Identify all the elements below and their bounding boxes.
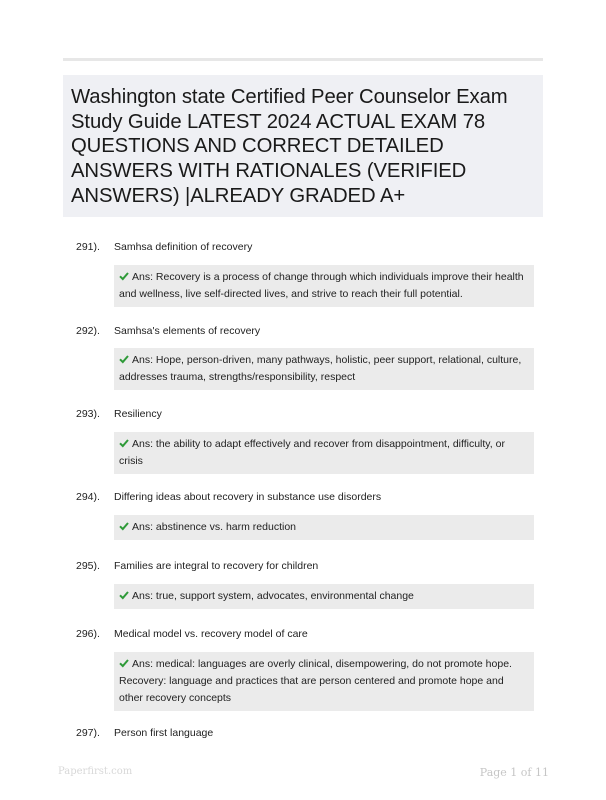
question-number: 296).: [76, 628, 100, 640]
answer-text: Ans: abstinence vs. harm reduction: [132, 521, 297, 533]
top-divider: [63, 58, 543, 61]
check-icon: [119, 658, 129, 668]
footer-watermark: Paperfirst.com: [58, 766, 133, 777]
question-number: 291).: [76, 241, 100, 253]
check-icon: [119, 521, 129, 531]
answer-box: [114, 348, 534, 390]
title-block: [63, 75, 543, 217]
check-icon: [119, 438, 129, 448]
check-icon: [119, 354, 129, 364]
answer-text: Ans: true, support system, advocates, environmental change: [132, 590, 414, 602]
question-text: Medical model vs. recovery model of care: [114, 628, 308, 640]
question-text: Resiliency: [114, 408, 162, 420]
answer-box: [114, 584, 534, 609]
answer-text: Ans: Recovery is a process of change through which individuals improve their health and wellness, live self-directed lives, and strive to reach their full potential.: [119, 271, 524, 300]
answer-text: Ans: medical: languages are overly clinical, disempowering, do not promote hope. Recovery: language and practices that are person centered and promote hope and other recovery concepts: [119, 658, 512, 704]
question-number: 293).: [76, 408, 100, 420]
question-number: 294).: [76, 491, 100, 503]
answer-box: [114, 432, 534, 474]
question-text: Samhsa definition of recovery: [114, 241, 253, 253]
answer-box: [114, 265, 534, 307]
answer-text: Ans: Hope, person-driven, many pathways, holistic, peer support, relational, culture, addresses trauma, strengths/responsibility, respect: [119, 354, 522, 383]
page-number: Page 1 of 11: [479, 766, 549, 779]
question-text: Person first language: [114, 727, 214, 739]
question-number: 297).: [76, 727, 100, 739]
answer-text: Ans: the ability to adapt effectively and recover from disappointment, difficulty, or crisis: [119, 438, 505, 467]
answer-box: [114, 515, 534, 540]
question-number: 292).: [76, 325, 100, 337]
question-text: Differing ideas about recovery in substance use disorders: [114, 491, 382, 503]
document-title: Washington state Certified Peer Counselor Exam Study Guide LATEST 2024 ACTUAL EXAM 78 QUESTIONS AND CORRECT DETAILED ANSWERS WITH RATIONALES (VERIFIED ANSWERS) |ALREADY GRADED A+: [71, 86, 508, 207]
question-text: Samhsa's elements of recovery: [114, 325, 261, 337]
question-number: 295).: [76, 560, 100, 572]
question-text: Families are integral to recovery for children: [114, 560, 319, 572]
check-icon: [119, 271, 129, 281]
check-icon: [119, 590, 129, 600]
answer-box: [114, 652, 534, 711]
